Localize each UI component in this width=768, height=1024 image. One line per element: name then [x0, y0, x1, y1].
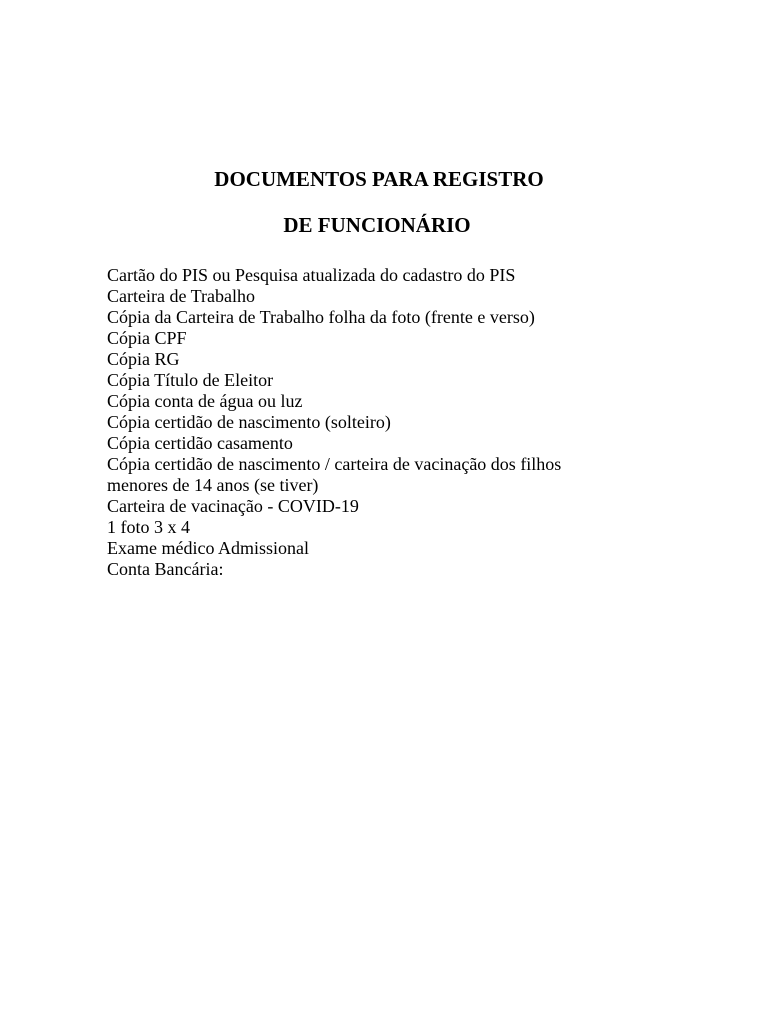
list-item: Cópia CPF: [107, 328, 187, 348]
list-item: Cópia RG: [107, 349, 180, 369]
list-item: Carteira de Trabalho: [107, 286, 255, 306]
list-item: Carteira de vacinação - COVID-19: [107, 496, 359, 516]
document-title-line-2: DE FUNCIONÁRIO: [283, 213, 471, 237]
list-item: menores de 14 anos (se tiver): [107, 475, 319, 495]
list-item: Cópia certidão casamento: [107, 433, 293, 453]
list-item: Cópia certidão de nascimento (solteiro): [107, 412, 391, 432]
list-item: Cópia certidão de nascimento / carteira de vacinação dos filhos: [107, 454, 562, 474]
list-item: Cartão do PIS ou Pesquisa atualizada do cadastro do PIS: [107, 265, 516, 285]
required-documents-list: [107, 265, 667, 580]
list-item: Cópia da Carteira de Trabalho folha da foto (frente e verso): [107, 307, 535, 327]
list-item: Exame médico Admissional: [107, 538, 309, 558]
list-item: 1 foto 3 x 4: [107, 517, 190, 537]
list-item: Conta Bancária:: [107, 559, 224, 579]
list-item: Cópia conta de água ou luz: [107, 391, 303, 411]
list-item: Cópia Título de Eleitor: [107, 370, 274, 390]
document-title-line-1: DOCUMENTOS PARA REGISTRO: [214, 167, 544, 191]
